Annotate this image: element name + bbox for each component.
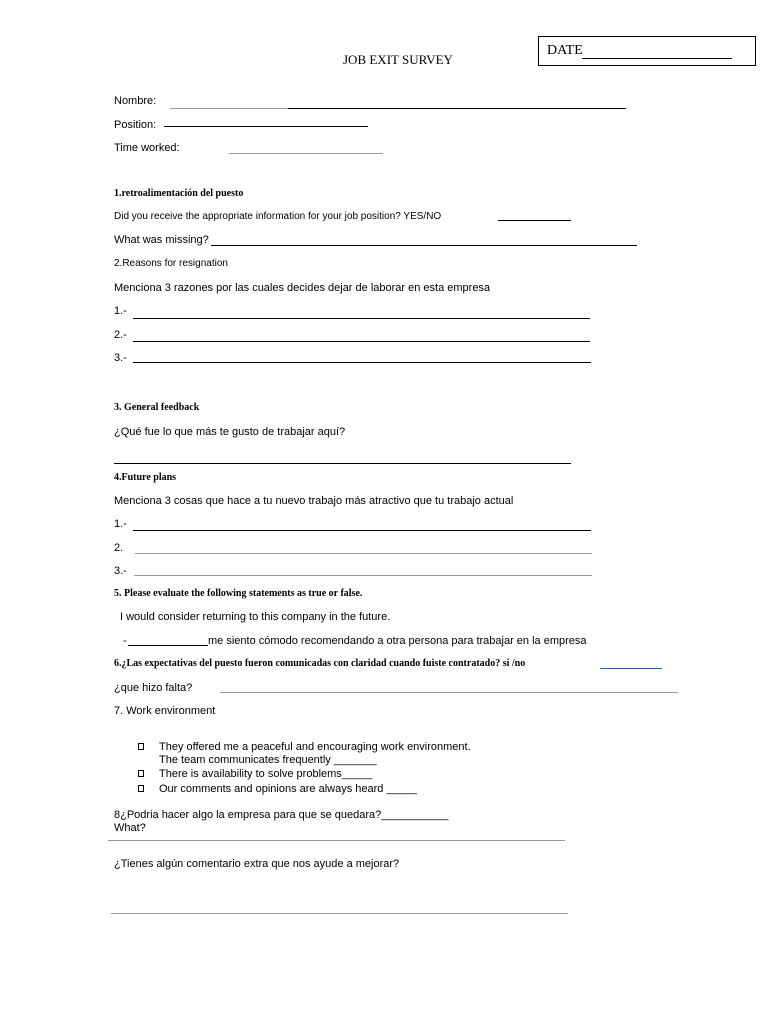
name-line-a <box>170 108 288 109</box>
section-5-statement-2-prefix: - <box>123 635 127 647</box>
time-worked-label: Time worked: <box>114 142 180 154</box>
section-2-heading: 2.Reasons for resignation <box>114 258 228 269</box>
section-2-item-2: 2.- <box>114 329 127 341</box>
section-4-item-1: 1.- <box>114 518 127 530</box>
section-8-question: 8¿Podria hacer algo la empresa para que se quedara?___________ <box>114 809 449 821</box>
date-box <box>538 36 756 66</box>
section-1-q1-line <box>498 220 571 221</box>
date-label: DATE <box>547 43 583 58</box>
section-6-heading: 6.¿Las expectativas del puesto fueron comunicadas con claridad cuando fuiste contratado? si /no <box>114 658 526 669</box>
name-label: Nombre: <box>114 95 157 107</box>
checkbox-icon <box>138 743 144 750</box>
section-8-line <box>108 840 565 841</box>
section-8-extra: ¿Tienes algún comentario extra que nos ayude a mejorar? <box>114 858 400 870</box>
checkbox-icon <box>138 770 144 777</box>
section-4-item-3: 3.- <box>114 565 127 577</box>
section-1-heading: 1.retroalimentación del puesto <box>114 188 244 199</box>
section-1-q1: Did you receive the appropriate information for your job position? YES/NO <box>114 211 442 222</box>
section-1-q2: What was missing? <box>114 234 209 246</box>
date-line <box>582 58 732 59</box>
section-8-extra-line <box>111 913 568 914</box>
position-line <box>164 126 368 127</box>
section-7-heading: 7. Work environment <box>114 705 216 717</box>
section-2-item-3-line <box>133 362 591 363</box>
section-4-prompt: Menciona 3 cosas que hace a tu nuevo trabajo más atractivo que tu trabajo actual <box>114 495 514 507</box>
section-6-followup-line <box>220 692 678 693</box>
section-6-followup: ¿que hizo falta? <box>114 682 193 694</box>
section-3-line <box>114 463 571 464</box>
section-4-heading: 4.Future plans <box>114 472 177 483</box>
section-8-what: What? <box>114 822 146 834</box>
section-7-item-1: They offered me a peaceful and encouraging work environment. <box>159 741 471 753</box>
section-2-item-1: 1.- <box>114 305 127 317</box>
section-4-item-2-line <box>135 553 592 554</box>
section-5-heading: 5. Please evaluate the following statements as true or false. <box>114 588 363 599</box>
section-2-prompt: Menciona 3 razones por las cuales decides dejar de laborar en esta empresa <box>114 282 491 294</box>
section-7-item-4: Our comments and opinions are always heard _____ <box>159 783 418 795</box>
position-label: Position: <box>114 119 157 131</box>
section-2-item-2-line <box>133 341 590 342</box>
section-7-item-2: The team communicates frequently _______ <box>159 754 377 766</box>
section-2-item-1-line <box>133 318 590 319</box>
section-3-question: ¿Qué fue lo que más te gusto de trabajar aquí? <box>114 426 346 438</box>
survey-title: JOB EXIT SURVEY <box>343 52 453 67</box>
section-4-item-1-line <box>133 530 591 531</box>
section-5-statement-1: I would consider returning to this company in the future. <box>120 611 391 623</box>
name-line-b <box>288 108 626 109</box>
section-5-statement-2-line <box>128 645 208 646</box>
section-3-heading: 3. General feedback <box>114 402 200 413</box>
section-2-item-3: 3.- <box>114 352 127 364</box>
time-worked-line <box>229 153 383 154</box>
section-6-answer-line <box>600 668 662 669</box>
section-1-q2-line <box>211 245 637 246</box>
section-4-item-3-line <box>134 575 592 576</box>
section-7-item-3: There is availability to solve problems_____ <box>159 768 373 780</box>
section-5-statement-2: me siento cómodo recomendando a otra persona para trabajar en la empresa <box>208 635 587 647</box>
checkbox-icon <box>138 785 144 792</box>
section-4-item-2: 2. <box>114 542 124 554</box>
